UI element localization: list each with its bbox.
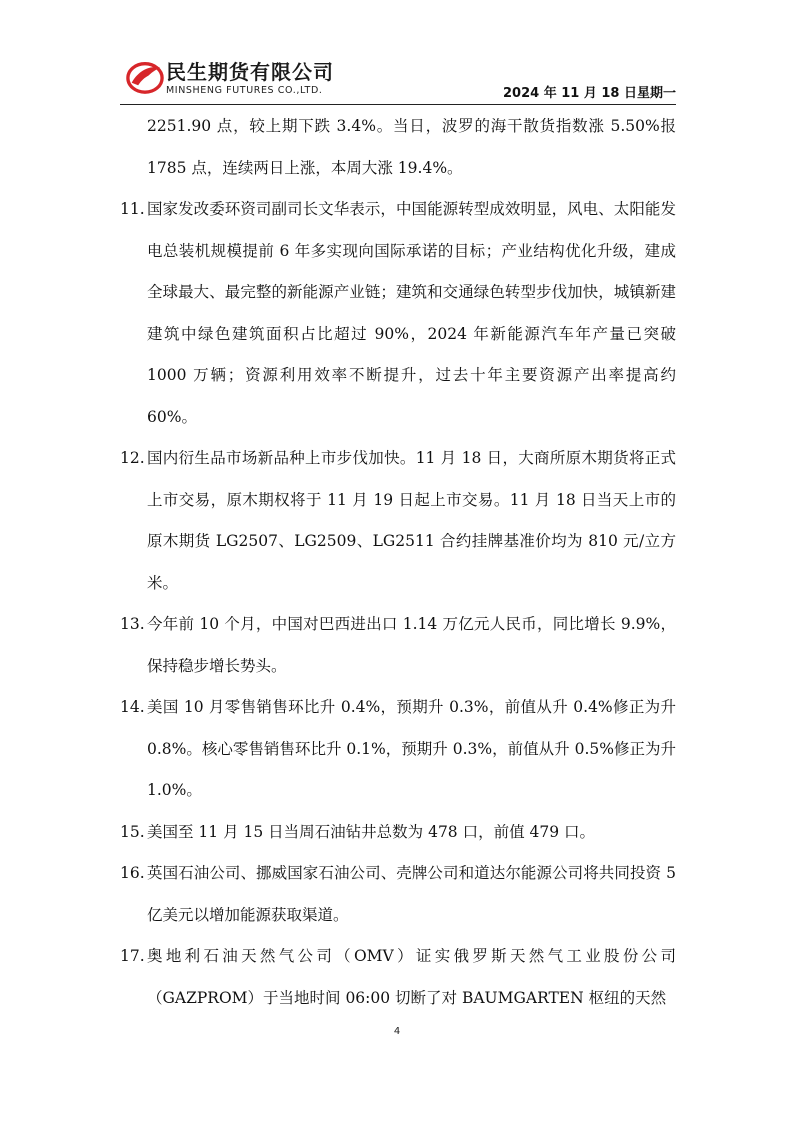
minsheng-logo-icon	[126, 58, 164, 96]
item-number: 12.	[120, 449, 145, 467]
item-text: 奥地利石油天然气公司（OMV）证实俄罗斯天然气工业股份公司（GAZPROM）于当地时间 06:00 切断了对 BAUMGARTEN 枢纽的天然	[147, 947, 676, 1007]
item-number: 14.	[120, 698, 145, 716]
news-item-13	[120, 604, 676, 687]
continued-paragraph: 2251.90 点，较上期下跌 3.4%。当日，波罗的海干散货指数涨 5.50%报 1785 点，连续两日上涨，本周大涨 19.4%。	[147, 117, 676, 177]
item-text: 国家发改委环资司副司长文华表示，中国能源转型成效明显，风电、太阳能发电总装机规模提前 6 年多实现向国际承诺的目标；产业结构优化升级，建成全球最大、最完整的新能源产业链；建筑和交通绿色转型步伐加快，城镇新建建筑中绿色建筑面积占比超过 90%，2024 年新能源汽车年产量已突破 1000 万辆；资源利用效率不断提升，过去十年主要资源产出率提高约 60%。	[147, 200, 676, 426]
item-number: 13.	[120, 615, 145, 633]
company-name-cn: 民生期货有限公司	[166, 60, 334, 84]
company-name-en: MINSHENG FUTURES CO.,LTD.	[166, 85, 323, 96]
news-item-17	[120, 936, 676, 1019]
page-header	[120, 52, 676, 102]
item-number: 15.	[120, 822, 145, 841]
company-logo	[120, 56, 370, 100]
news-body	[120, 106, 676, 1019]
item-text: 美国至 11 月 15 日当周石油钻井总数为 478 口，前值 479 口。	[147, 822, 596, 841]
page-number: 4	[393, 1026, 401, 1037]
item-text: 美国 10 月零售销售环比升 0.4%，预期升 0.3%，前值从升 0.4%修正为升 0.8%。核心零售销售环比升 0.1%，预期升 0.3%，前值从升 0.5%修正为升 1.0%。	[147, 698, 676, 799]
news-item-16	[120, 853, 676, 936]
item-number: 16.	[120, 864, 145, 882]
news-item-12	[120, 438, 676, 604]
item-number: 11.	[120, 200, 145, 218]
item-number: 17.	[120, 947, 145, 965]
news-item-14	[120, 687, 676, 812]
item-text: 今年前 10 个月，中国对巴西进出口 1.14 万亿元人民币，同比增长 9.9%，保持稳步增长势头。	[147, 615, 676, 675]
report-date: 2024 年 11 月 18 日星期一	[503, 86, 676, 101]
header-divider	[120, 104, 676, 105]
item-text: 英国石油公司、挪威国家石油公司、壳牌公司和道达尔能源公司将共同投资 5 亿美元以增加能源获取渠道。	[147, 864, 676, 924]
news-item-15	[120, 812, 676, 854]
news-item-11	[120, 189, 676, 438]
item-text: 国内衍生品市场新品种上市步伐加快。11 月 18 日，大商所原木期货将正式上市交易，原木期权将于 11 月 19 日起上市交易。11 月 18 日当天上市的原木期货 LG2507、LG2509、LG2511 合约挂牌基准价均为 810 元/立方米。	[147, 449, 676, 592]
